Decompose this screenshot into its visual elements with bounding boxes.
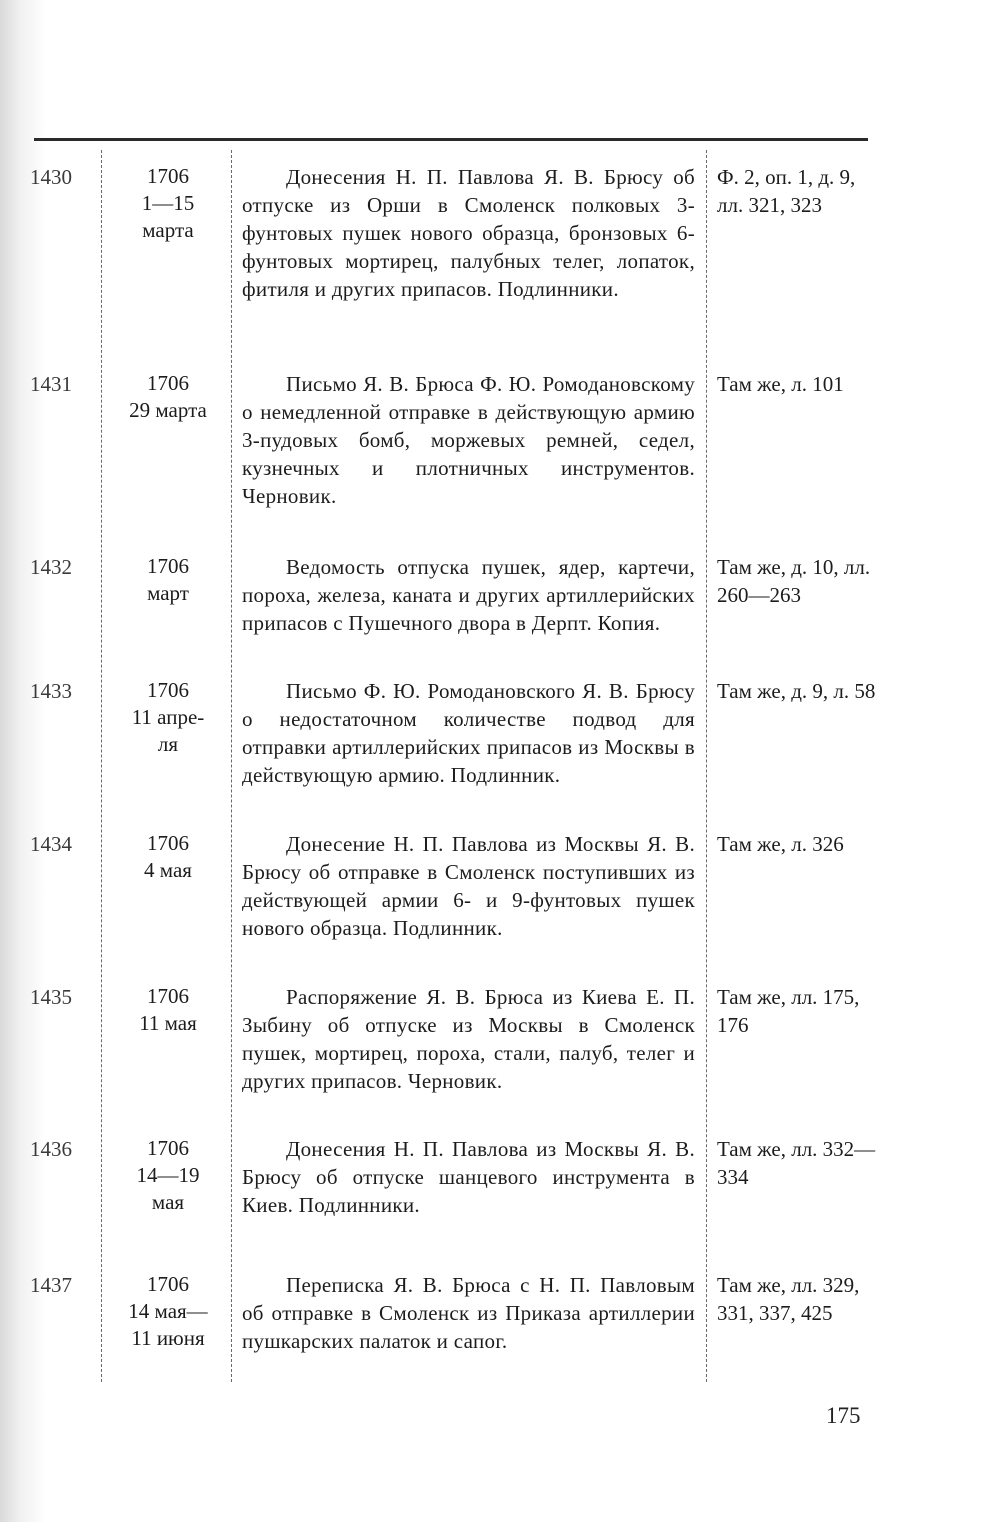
entry-number: 1436 bbox=[30, 1137, 72, 1161]
page-number: 175 bbox=[826, 1403, 861, 1428]
entry-description: Донесения Н. П. Павлова из Москвы Я. В. Брюсу об отпуске шанцевого инструмента в Киев. Подлинники. bbox=[242, 1137, 695, 1217]
entry-date bbox=[108, 1135, 228, 1216]
entry-reference: Там же, лл. 175, 176 bbox=[717, 985, 860, 1037]
date-line: 29 марта bbox=[129, 398, 207, 422]
date-line: 1706 bbox=[147, 164, 189, 188]
date-line: 1706 bbox=[147, 371, 189, 395]
entry-number: 1434 bbox=[30, 832, 72, 856]
date-line: 1706 bbox=[147, 678, 189, 702]
date-line: 1—15 bbox=[141, 191, 195, 215]
entry-date bbox=[108, 983, 228, 1037]
entry-number: 1437 bbox=[30, 1273, 72, 1297]
entry-number: 1433 bbox=[30, 679, 72, 703]
date-line: март bbox=[147, 581, 189, 605]
date-line: 1706 bbox=[147, 831, 189, 855]
date-line: 1706 bbox=[147, 1136, 189, 1160]
date-line: 1706 bbox=[147, 984, 189, 1008]
entry-description: Письмо Ф. Ю. Ромодановского Я. В. Брюсу о недостаточном количестве подвод для отправки артиллерийских припасов из Москвы в действующую армию. Подлинник. bbox=[242, 679, 695, 787]
entry-date bbox=[108, 370, 228, 424]
entry-number: 1431 bbox=[30, 372, 72, 396]
entry-number: 1435 bbox=[30, 985, 72, 1009]
date-line: мая bbox=[151, 1190, 185, 1214]
date-line: 14 мая— bbox=[128, 1299, 208, 1323]
entry-number: 1430 bbox=[30, 165, 72, 189]
entry-reference: Там же, лл. 329, 331, 337, 425 bbox=[717, 1273, 860, 1325]
date-line: марта bbox=[142, 218, 194, 242]
date-line: 14—19 bbox=[136, 1163, 200, 1187]
entry-description: Ведомость отпуска пушек, ядер, картечи, пороха, железа, каната и других артиллерийских припасов с Пушечного двора в Дерпт. Копия. bbox=[242, 555, 695, 635]
date-line: 11 апре- bbox=[131, 705, 205, 729]
date-line: 11 мая bbox=[139, 1011, 197, 1035]
date-line: 11 июня bbox=[131, 1326, 205, 1350]
entry-reference: Там же, д. 9, л. 58 bbox=[717, 679, 876, 703]
entry-reference: Там же, л. 326 bbox=[717, 832, 844, 856]
entry-reference: Там же, лл. 332—334 bbox=[717, 1137, 876, 1189]
entry-description: Донесение Н. П. Павлова из Москвы Я. В. Брюсу об отправке в Смоленск поступивших из действующей армии 6- и 9-фунтовых пушек нового образца. Подлинник. bbox=[242, 832, 695, 940]
entry-date bbox=[108, 163, 228, 244]
entry-reference: Там же, л. 101 bbox=[717, 372, 844, 396]
date-line: ля bbox=[157, 732, 179, 756]
entry-date bbox=[108, 677, 228, 758]
entry-description: Переписка Я. В. Брюса с Н. П. Павловым об отправке в Смоленск из Приказа артиллерии пушкарских палаток и сапог. bbox=[242, 1273, 695, 1353]
entry-number: 1432 bbox=[30, 555, 72, 579]
entry-date bbox=[108, 830, 228, 884]
entry-date bbox=[108, 1271, 228, 1352]
entry-description: Письмо Я. В. Брюса Ф. Ю. Ромодановскому о немедленной отправке в действующую армию 3-пудовых бомб, моржевых ремней, седел, кузнечных и плотничных инструментов. Черновик. bbox=[242, 372, 695, 508]
entry-description: Донесения Н. П. Павлова Я. В. Брюсу об отпуске из Орши в Смоленск полковых 3-фунтовых пушек нового образца, бронзовых 6-фунтовых мортирец, палубных телег, лопаток, фитиля и других припасов. Подлинники. bbox=[242, 165, 695, 301]
date-line: 1706 bbox=[147, 1272, 189, 1296]
entry-description: Распоряжение Я. В. Брюса из Киева Е. П. Зыбину об отпуске из Москвы в Смоленск пушек, мортирец, пороха, стали, палуб, телег и других припасов. Черновик. bbox=[242, 985, 695, 1093]
date-line: 1706 bbox=[147, 554, 189, 578]
entry-date bbox=[108, 553, 228, 607]
date-line: 4 мая bbox=[144, 858, 192, 882]
entry-reference: Там же, д. 10, лл. 260—263 bbox=[717, 555, 871, 607]
entry-reference: Ф. 2, оп. 1, д. 9, лл. 321, 323 bbox=[717, 165, 856, 217]
